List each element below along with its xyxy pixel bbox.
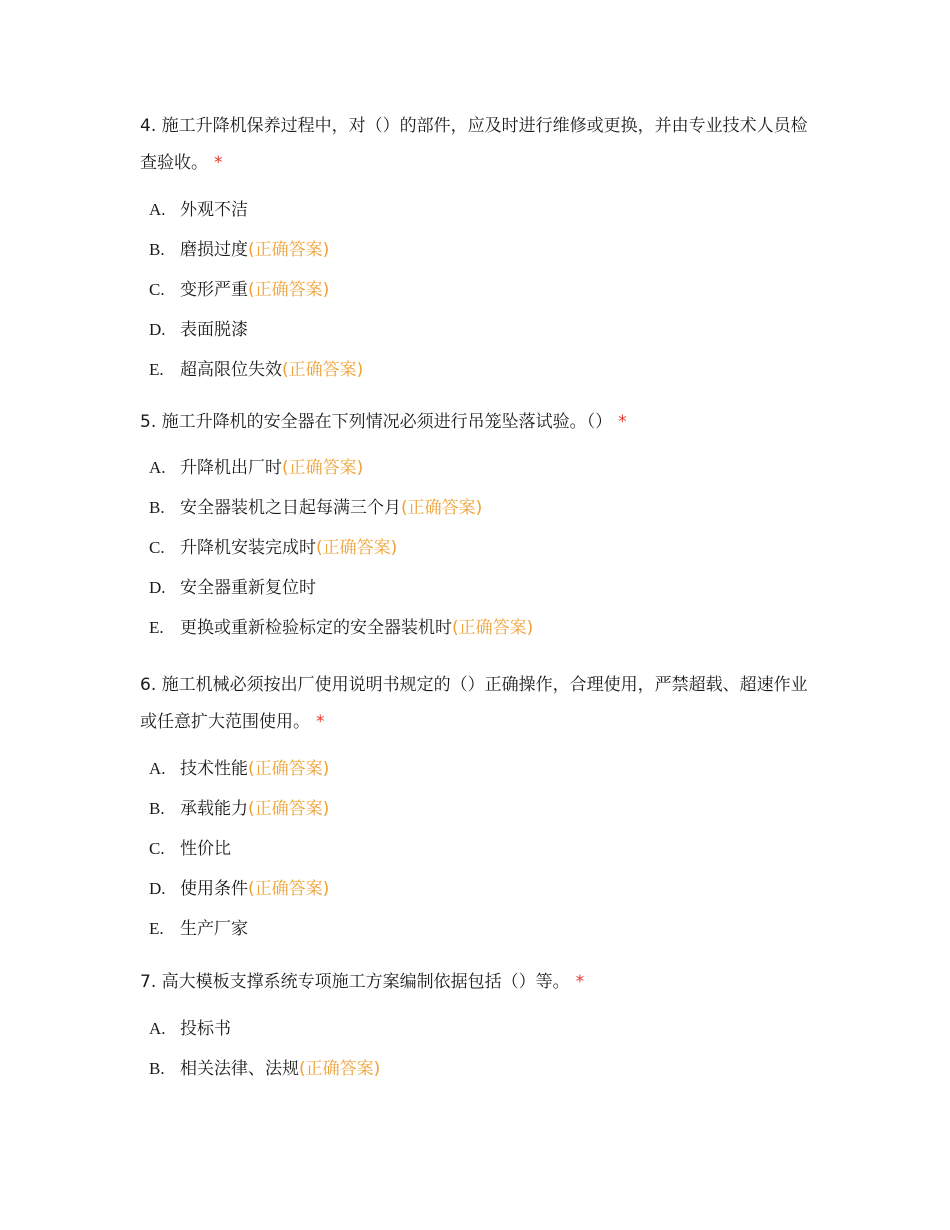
question-stem: 5. 施工升降机的安全器在下列情况必须进行吊笼坠落试验。（） bbox=[140, 412, 613, 432]
option-letter: D. bbox=[149, 320, 166, 339]
question-5 bbox=[140, 404, 820, 648]
question-stem: 7. 高大模板支撑系统专项施工方案编制依据包括（）等。 bbox=[140, 972, 570, 992]
correct-answer-tag: (正确答案) bbox=[248, 879, 330, 899]
option-text: 表面脱漆 bbox=[180, 320, 248, 340]
option-a[interactable] bbox=[140, 749, 820, 789]
option-text: 生产厂家 bbox=[180, 919, 248, 939]
option-letter: B. bbox=[149, 1059, 165, 1078]
option-letter: C. bbox=[149, 538, 165, 557]
option-text: 安全器装机之日起每满三个月 bbox=[180, 498, 401, 518]
option-c[interactable] bbox=[140, 829, 820, 869]
option-text: 外观不洁 bbox=[180, 200, 248, 220]
option-c[interactable] bbox=[140, 270, 820, 310]
option-d[interactable] bbox=[140, 869, 820, 909]
question-4 bbox=[140, 108, 820, 390]
option-text: 性价比 bbox=[180, 839, 231, 859]
question-6 bbox=[140, 667, 820, 949]
correct-answer-tag: (正确答案) bbox=[452, 618, 534, 638]
question-text bbox=[140, 404, 820, 441]
question-text bbox=[140, 667, 820, 741]
correct-answer-tag: (正确答案) bbox=[401, 498, 483, 518]
option-d[interactable] bbox=[140, 568, 820, 608]
correct-answer-tag: (正确答案) bbox=[248, 759, 330, 779]
correct-answer-tag: (正确答案) bbox=[248, 799, 330, 819]
option-letter: A. bbox=[149, 759, 166, 778]
required-asterisk: * bbox=[575, 972, 585, 992]
option-letter: A. bbox=[149, 200, 166, 219]
option-letter: C. bbox=[149, 839, 165, 858]
option-letter: A. bbox=[149, 458, 166, 477]
option-list bbox=[140, 448, 820, 648]
question-text bbox=[140, 108, 820, 182]
option-text: 更换或重新检验标定的安全器装机时 bbox=[180, 618, 452, 638]
required-asterisk: * bbox=[618, 412, 627, 432]
option-letter: C. bbox=[149, 280, 165, 299]
question-text bbox=[140, 964, 820, 1001]
option-list bbox=[140, 190, 820, 390]
option-letter: E. bbox=[149, 360, 164, 379]
option-text: 变形严重 bbox=[180, 280, 248, 300]
option-text: 磨损过度 bbox=[180, 240, 248, 260]
option-letter: D. bbox=[149, 578, 166, 597]
required-asterisk: * bbox=[214, 153, 223, 173]
option-text: 技术性能 bbox=[180, 759, 248, 779]
option-list bbox=[140, 749, 820, 949]
correct-answer-tag: (正确答案) bbox=[248, 280, 330, 300]
question-7 bbox=[140, 964, 820, 1089]
option-letter: E. bbox=[149, 919, 164, 938]
required-asterisk: * bbox=[316, 712, 325, 732]
option-a[interactable] bbox=[140, 190, 820, 230]
option-a[interactable] bbox=[140, 448, 820, 488]
option-e[interactable] bbox=[140, 608, 820, 648]
option-list bbox=[140, 1009, 820, 1089]
correct-answer-tag: (正确答案) bbox=[282, 360, 364, 380]
option-text: 承载能力 bbox=[180, 799, 248, 819]
option-text: 相关法律、法规 bbox=[180, 1059, 299, 1079]
correct-answer-tag: (正确答案) bbox=[299, 1059, 381, 1079]
option-text: 投标书 bbox=[180, 1019, 231, 1039]
correct-answer-tag: (正确答案) bbox=[316, 538, 398, 558]
option-a[interactable] bbox=[140, 1009, 820, 1049]
option-d[interactable] bbox=[140, 310, 820, 350]
option-text: 使用条件 bbox=[180, 879, 248, 899]
option-letter: B. bbox=[149, 498, 165, 517]
option-letter: E. bbox=[149, 618, 164, 637]
question-stem: 6. 施工机械必须按出厂使用说明书规定的（）正确操作，合理使用，严禁超载、超速作业或任意扩大范围使用。 bbox=[140, 675, 808, 732]
option-text: 安全器重新复位时 bbox=[180, 578, 316, 598]
option-e[interactable] bbox=[140, 350, 820, 390]
option-letter: B. bbox=[149, 240, 165, 259]
option-b[interactable] bbox=[140, 789, 820, 829]
option-text: 超高限位失效 bbox=[180, 360, 282, 380]
correct-answer-tag: (正确答案) bbox=[282, 458, 364, 478]
option-b[interactable] bbox=[140, 488, 820, 528]
option-e[interactable] bbox=[140, 909, 820, 949]
option-text: 升降机出厂时 bbox=[180, 458, 282, 478]
option-letter: B. bbox=[149, 799, 165, 818]
option-c[interactable] bbox=[140, 528, 820, 568]
option-letter: D. bbox=[149, 879, 166, 898]
option-letter: A. bbox=[149, 1019, 166, 1038]
correct-answer-tag: (正确答案) bbox=[248, 240, 330, 260]
option-b[interactable] bbox=[140, 1049, 820, 1089]
question-stem: 4. 施工升降机保养过程中，对（）的部件，应及时进行维修或更换，并由专业技术人员检查验收。 bbox=[140, 116, 808, 173]
option-b[interactable] bbox=[140, 230, 820, 270]
option-text: 升降机安装完成时 bbox=[180, 538, 316, 558]
